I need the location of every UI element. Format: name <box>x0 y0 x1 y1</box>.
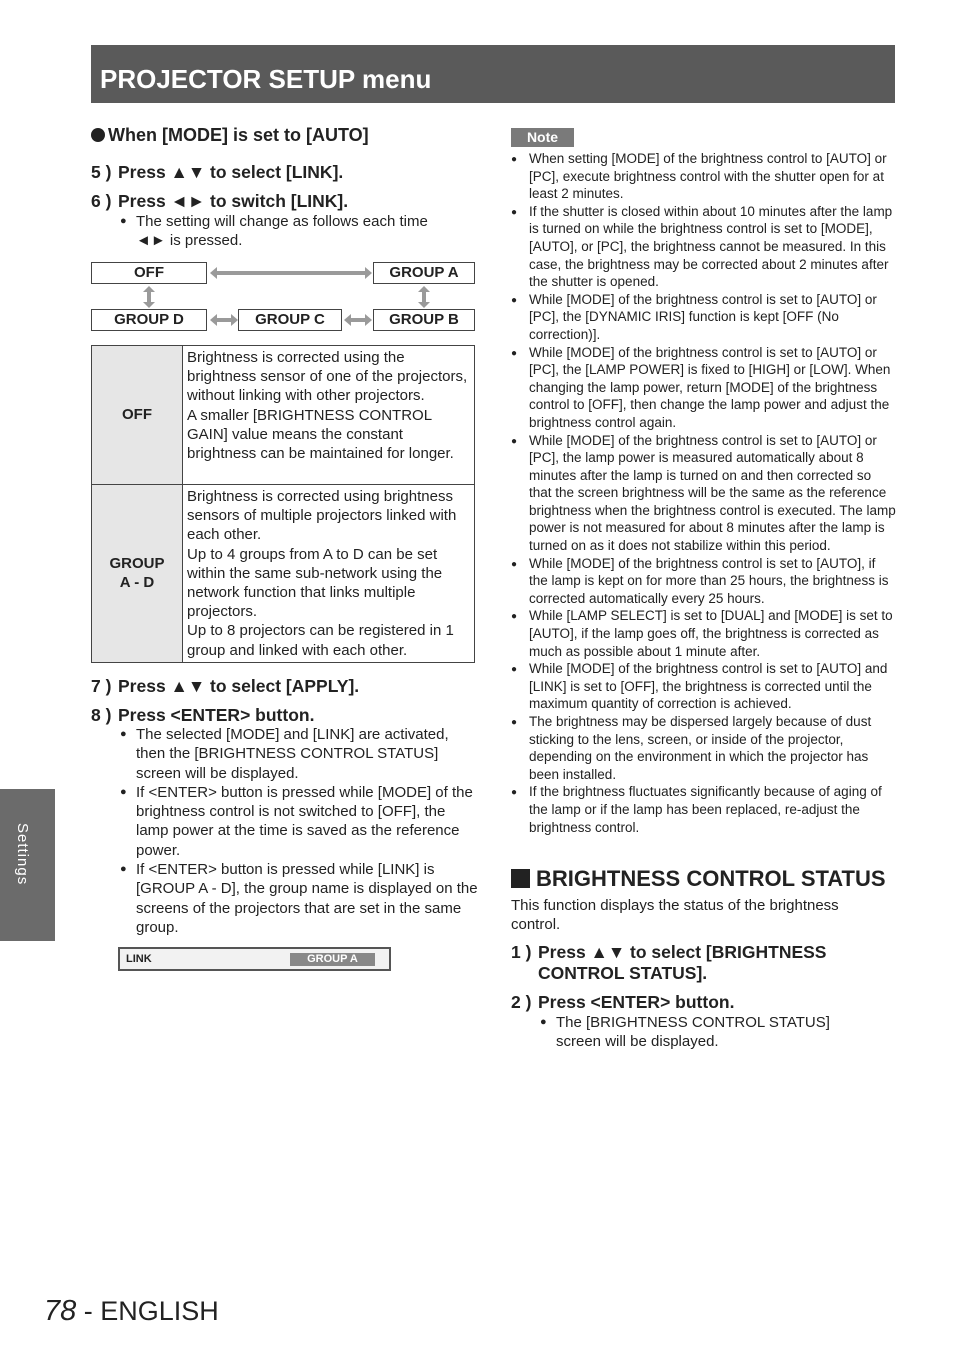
table-row <box>92 485 475 663</box>
flow-arrow-c-b <box>350 318 366 322</box>
table-key-group: GROUP A - D <box>92 485 183 663</box>
section-square-icon <box>511 869 530 888</box>
list-item: ● The selected [MODE] and [LINK] are activated, then the [BRIGHTNESS CONTROL STATUS] screen will be displayed. <box>120 725 480 783</box>
table-row <box>92 346 475 485</box>
status-step-2: 2 ) Press <ENTER> button. <box>511 992 735 1012</box>
table-desc-off: Brightness is corrected using the brightness sensor of one of the projectors, without linking with other projectors. A smaller [BRIGHTNESS CONTROL GAIN] value means the constant brightness can be maintained for longer. <box>183 346 475 485</box>
list-item: ● The [BRIGHTNESS CONTROL STATUS] screen will be displayed. <box>540 1013 860 1052</box>
list-item: ● While [MODE] of the brightness control is set to [AUTO], if the lamp is kept on for more than 25 hours, the brightness is corrected automatically every 25 hours. <box>511 555 897 608</box>
list-item: ● While [MODE] of the brightness control is set to [AUTO] or [PC], the lamp power is measured automatically about 8 minutes after the lamp is turned on and then corrected so that the screen brightness will be the same as the reference brightness when the brightness control is executed. The lamp power is not measured for about 8 minutes after the lamp is turned on as it does not stabilize within this period. <box>511 432 897 555</box>
section-title-status: BRIGHTNESS CONTROL STATUS <box>511 866 886 892</box>
list-item: ● While [MODE] of the brightness control is set to [AUTO] or [PC], the [LAMP POWER] is fixed to [HIGH] or [LOW]. When changing the lamp power, return [MODE] of the brightness control to [OFF], then change the lamp power and adjust the brightness control again. <box>511 344 897 432</box>
list-item: ● While [MODE] of the brightness control is set to [AUTO] and [LINK] is set to [OFF], the brightness is corrected until the maximum quantity of correction is achieved. <box>511 660 897 713</box>
list-item: ● If the shutter is closed within about 10 minutes after the lamp is turned on while the brightness control is set to [MODE], [AUTO], or [PC], the brightness cannot be measured. In this case, the brightness may be corrected about 2 minutes after the shutter is opened. <box>511 203 897 291</box>
flow-group-c: GROUP C <box>238 309 342 331</box>
table-key-off: OFF <box>92 346 183 485</box>
note-label: Note <box>511 128 574 147</box>
page-title: PROJECTOR SETUP menu <box>100 64 432 94</box>
page-footer <box>44 1295 219 1328</box>
link-mode-table <box>91 345 475 663</box>
list-item: ● While [LAMP SELECT] is set to [DUAL] and [MODE] is set to [AUTO], if the lamp goes off, the brightness is corrected as much as possible about 1 minute after. <box>511 607 897 660</box>
footer-language: - ENGLISH <box>76 1296 219 1326</box>
list-item: ● The brightness may be dispersed largely because of dust sticking to the lens, screen, or inside of the projector, depending on the environment in which the projector has been installed. <box>511 713 897 783</box>
link-setting-bar <box>118 947 391 971</box>
flow-group-b: GROUP B <box>373 309 475 331</box>
step-5: 5 ) Press ▲▼ to select [LINK]. <box>91 162 344 182</box>
list-item: ● When setting [MODE] of the brightness control to [AUTO] or [PC], execute brightness control with the shutter open for at least 2 minutes. <box>511 150 897 203</box>
side-tab <box>0 789 55 941</box>
list-item: ● While [MODE] of the brightness control is set to [AUTO] or [PC], the [DYNAMIC IRIS] function is kept [OFF (No correction)]. <box>511 291 897 344</box>
step-6: 6 ) Press ◄► to switch [LINK]. <box>91 191 349 211</box>
step-7: 7 ) Press ▲▼ to select [APPLY]. <box>91 676 360 696</box>
step-8: 8 ) Press <ENTER> button. <box>91 705 315 725</box>
list-item: ● If <ENTER> button is pressed while [MODE] of the brightness control is not switched to [OFF], the lamp power at the time is saved as the reference power. <box>120 783 480 860</box>
table-desc-group: Brightness is corrected using brightness sensors of multiple projectors linked with each other. Up to 4 groups from A to D can be set within the same sub-network using the network function that links multiple projectors. Up to 8 projectors can be registered in 1 group and linked with each other. <box>183 485 475 663</box>
step-8-notes <box>120 725 480 937</box>
flow-arrow-off-a <box>216 271 366 275</box>
link-value: GROUP A <box>290 953 375 966</box>
bullet-dot-icon <box>91 128 105 142</box>
flow-arrow-off-d <box>147 291 151 303</box>
side-tab-label: Settings <box>14 823 31 886</box>
flow-group-a: GROUP A <box>373 262 475 284</box>
status-step-1: 1 ) Press ▲▼ to select [BRIGHTNESS CONTROL STATUS]. <box>511 942 827 983</box>
page-header <box>91 45 895 103</box>
note-list <box>511 150 897 836</box>
section-heading-auto: When [MODE] is set to [AUTO] <box>91 125 369 146</box>
page-number: 78 <box>44 1295 77 1327</box>
list-item: ● If <ENTER> button is pressed while [LINK] is [GROUP A - D], the group name is displayed on the screens of the projectors that are set in the same group. <box>120 860 480 937</box>
step-6-note: ● The setting will change as follows each time ◄► is pressed. <box>120 212 480 251</box>
flow-arrow-d-c <box>216 318 232 322</box>
flow-arrow-a-b <box>422 291 426 303</box>
flow-off: OFF <box>91 262 207 284</box>
status-intro: This function displays the status of the brightness control. <box>511 897 839 934</box>
status-step-2-note <box>540 1013 860 1052</box>
link-label: LINK <box>126 953 152 965</box>
list-item: ● If the brightness fluctuates significantly because of aging of the lamp or if the lamp has been replaced, re-adjust the brightness control. <box>511 783 897 836</box>
flow-group-d: GROUP D <box>91 309 207 331</box>
